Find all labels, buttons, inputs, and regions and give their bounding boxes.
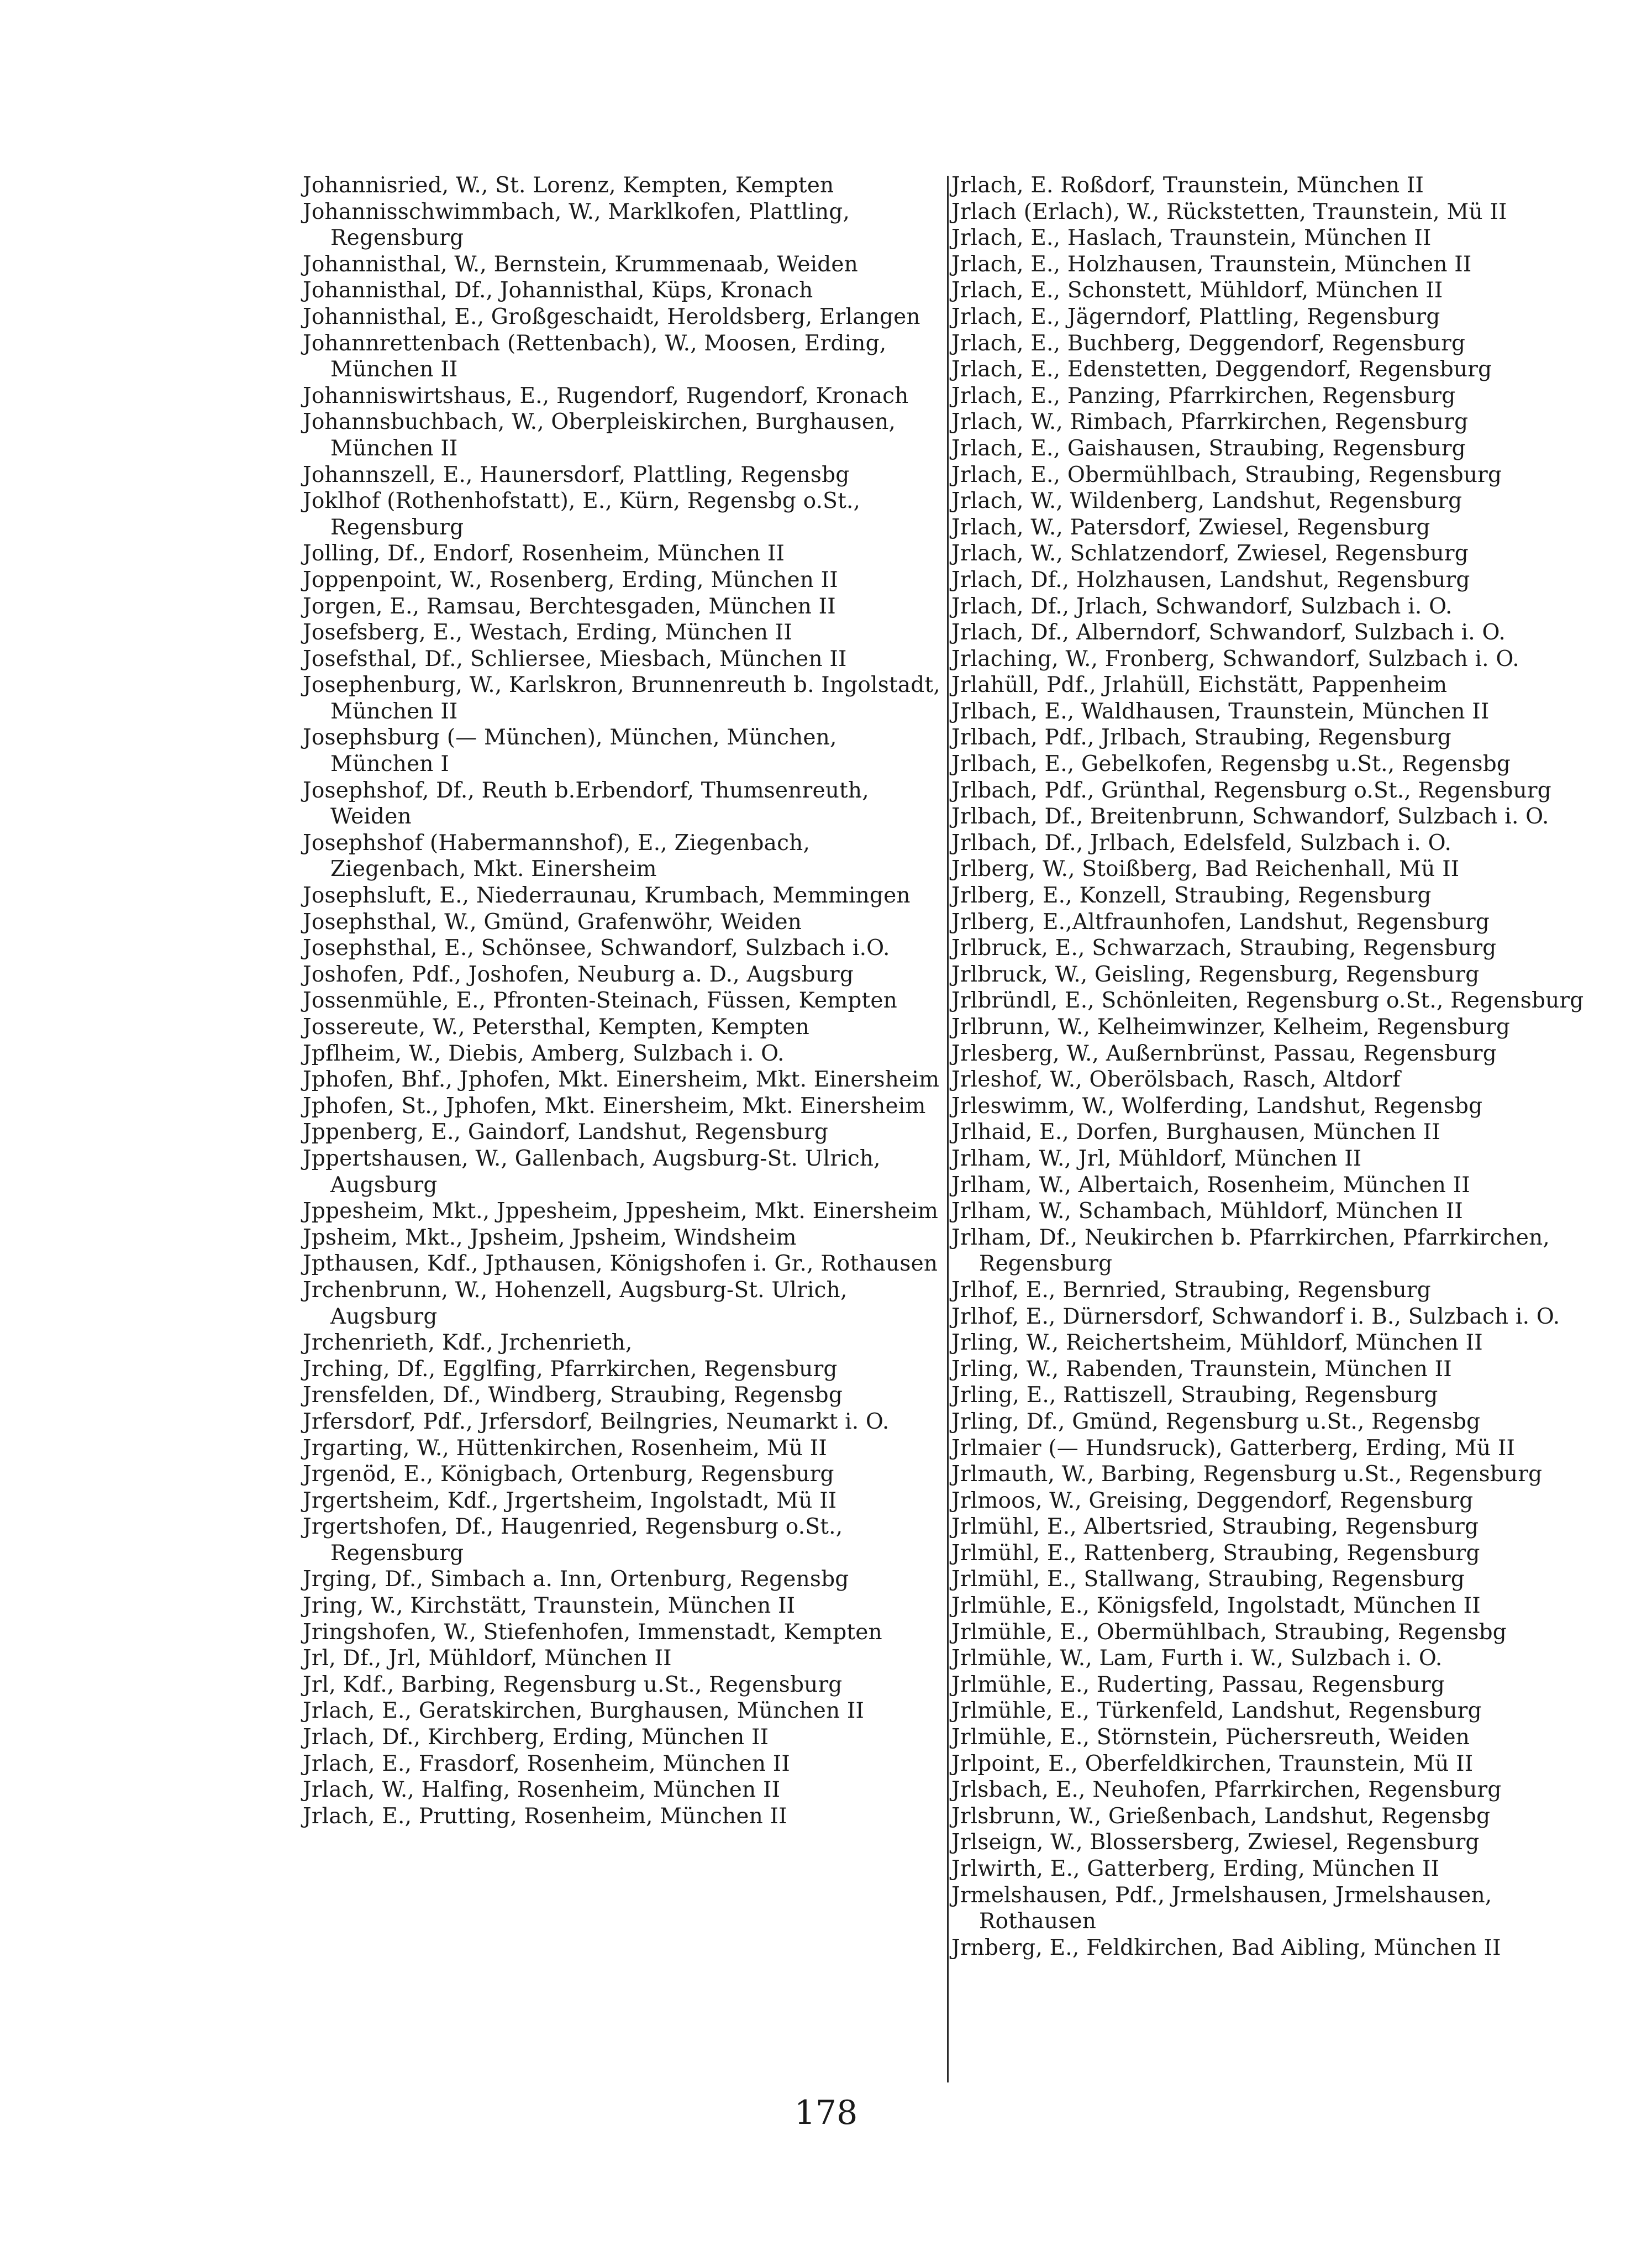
index-entry: Jrlach (Erlach), W., Rückstetten, Traunstein, Mü II	[951, 199, 1507, 224]
index-entry: Jrlahüll, Pdf., Jrlahüll, Eichstätt, Pappenheim	[951, 673, 1448, 698]
index-entry: Johannisried, W., St. Lorenz, Kempten, Kempten	[303, 173, 834, 198]
index-entry: Jrlach, E., Buchberg, Deggendorf, Regensburg	[951, 330, 1466, 356]
index-entry: Jrlaching, W., Fronberg, Schwandorf, Sulzbach i. O.	[951, 646, 1519, 671]
index-entry: Jrleswimm, W., Wolferding, Landshut, Regensbg	[951, 1093, 1483, 1119]
index-entry: Johannszell, E., Haunersdorf, Plattling, Regensbg	[303, 462, 850, 487]
index-entry: Jpthausen, Kdf., Jpthausen, Königshofen i. Gr., Rothausen	[303, 1251, 938, 1277]
index-entry: Jringshofen, W., Stiefenhofen, Immenstadt, Kempten	[303, 1619, 882, 1645]
index-entry: Jrlsbach, E., Neuhofen, Pfarrkirchen, Regensburg	[951, 1777, 1502, 1803]
index-entry: Jrlbrunn, W., Kelheimwinzer, Kelheim, Regensburg	[951, 1015, 1511, 1040]
index-entry: Jrlesberg, W., Außernbrünst, Passau, Regensburg	[951, 1041, 1497, 1066]
index-entry: Jrlach, W., Rimbach, Pfarrkirchen, Regensburg	[951, 410, 1469, 435]
index-entry: Jrlach, E., Haslach, Traunstein, München II	[951, 225, 1432, 251]
index-entry: Jrlhof, E., Dürnersdorf, Schwandorf i. B., Sulzbach i. O.	[951, 1304, 1560, 1329]
index-entry: Jrlach, E., Edenstetten, Deggendorf, Regensburg	[951, 357, 1492, 382]
index-entry: Jrlach, E., Obermühlbach, Straubing, Regensburg	[951, 462, 1502, 487]
index-entry: Jrlmühle, W., Lam, Furth i. W., Sulzbach i. O.	[951, 1646, 1443, 1671]
index-entry: Jrlmühle, E., Ruderting, Passau, Regensburg	[951, 1672, 1445, 1697]
index-entry: Jrlbach, Df., Jrlbach, Edelsfeld, Sulzbach i. O.	[951, 830, 1452, 856]
index-entry: Jrgenöd, E., Königbach, Ortenburg, Regensburg	[303, 1462, 834, 1487]
index-entry: Jrlach, W., Patersdorf, Zwiesel, Regensburg	[951, 515, 1430, 540]
index-entry: Jrnberg, E., Feldkirchen, Bad Aibling, München II	[951, 1935, 1501, 1960]
index-entry: Jrmelshausen, Pdf., Jrmelshausen, Jrmelshausen, Rothausen	[951, 1882, 1492, 1934]
index-entry: Jorgen, E., Ramsau, Berchtesgaden, München II	[303, 594, 836, 619]
index-entry: Josephshof (Habermannshof), E., Ziegenbach, Ziegenbach, Mkt. Einersheim	[303, 830, 811, 882]
index-entry: Jossereute, W., Petersthal, Kempten, Kempten	[303, 1015, 809, 1040]
index-entry: Jrlham, Df., Neukirchen b. Pfarrkirchen, Pfarrkirchen, Regensburg	[951, 1225, 1550, 1277]
index-entry: Jossenmühle, E., Pfronten-Steinach, Füssen, Kempten	[303, 988, 897, 1014]
index-entry: Jrlach, E. Roßdorf, Traunstein, München II	[951, 173, 1424, 198]
index-entry: Josefsberg, E., Westach, Erding, München II	[303, 620, 793, 646]
index-entry: Jrlsbrunn, W., Grießenbach, Landshut, Regensbg	[951, 1803, 1491, 1829]
index-entry: Johannsbuchbach, W., Oberpleiskirchen, Burghausen, München II	[303, 410, 896, 461]
right-column	[951, 172, 1603, 1961]
index-entry: Josephenburg, W., Karlskron, Brunnenreuth b. Ingolstadt, München II	[303, 673, 940, 724]
index-entry: Jrlach, E., Jägerndorf, Plattling, Regensburg	[951, 304, 1440, 329]
index-entry: Jrling, E., Rattiszell, Straubing, Regensburg	[951, 1383, 1438, 1408]
index-entry: Jrlmühle, E., Obermühlbach, Straubing, Regensbg	[951, 1619, 1507, 1645]
index-entry: Jrlmühl, E., Rattenberg, Straubing, Regensburg	[951, 1540, 1480, 1566]
index-entry: Jppertshausen, W., Gallenbach, Augsburg-St. Ulrich, Augsburg	[303, 1146, 881, 1198]
index-entry: Jrlseign, W., Blossersberg, Zwiesel, Regensburg	[951, 1830, 1480, 1855]
index-entry: Johanniswirtshaus, E., Rugendorf, Rugendorf, Kronach	[303, 383, 909, 408]
index-entry: Johannisthal, Df., Johannisthal, Küps, Kronach	[303, 278, 813, 303]
index-entry: Jrlach, E., Prutting, Rosenheim, München II	[303, 1803, 787, 1829]
index-entry: Jpsheim, Mkt., Jpsheim, Jpsheim, Windsheim	[303, 1225, 797, 1250]
index-entry: Jrlach, Df., Holzhausen, Landshut, Regensburg	[951, 567, 1470, 592]
index-entry: Jrlmühle, E., Störnstein, Püchersreuth, Weiden	[951, 1725, 1470, 1750]
index-entry: Jrfersdorf, Pdf., Jrfersdorf, Beilngries, Neumarkt i. O.	[303, 1409, 890, 1434]
index-entry: Joppenpoint, W., Rosenberg, Erding, München II	[303, 567, 838, 592]
index-entry: Jpflheim, W., Diebis, Amberg, Sulzbach i. O.	[303, 1041, 785, 1066]
index-entry: Jrlach, W., Halfing, Rosenheim, München II	[303, 1777, 781, 1803]
index-entry: Johannisthal, W., Bernstein, Krummenaab, Weiden	[303, 251, 858, 277]
left-column	[303, 172, 944, 1829]
index-entry: Jrlberg, E.,Altfraunhofen, Landshut, Regensburg	[951, 909, 1490, 935]
index-entry: Jrlach, E., Panzing, Pfarrkirchen, Regensburg	[951, 383, 1456, 408]
index-entry: Jrlbruck, E., Schwarzach, Straubing, Regensburg	[951, 936, 1497, 961]
index-entry: Jrgertsheim, Kdf., Jrgertsheim, Ingolstadt, Mü II	[303, 1488, 837, 1513]
index-entry: Jrling, Df., Gmünd, Regensburg u.St., Regensbg	[951, 1409, 1481, 1434]
index-entry: Jrlach, E., Frasdorf, Rosenheim, München II	[303, 1751, 790, 1776]
index-entry: Jolling, Df., Endorf, Rosenheim, München II	[303, 541, 785, 566]
index-entry: Jrlmühle, E., Königsfeld, Ingolstadt, München II	[951, 1593, 1481, 1619]
index-entry: Jrlbründl, E., Schönleiten, Regensburg o.St., Regensburg	[951, 988, 1584, 1014]
page-number: 178	[794, 2094, 858, 2132]
index-entry: Johannisschwimmbach, W., Marklkofen, Plattling, Regensburg	[303, 199, 850, 251]
index-entry: Jrlham, W., Schambach, Mühldorf, München II	[951, 1199, 1463, 1224]
index-entry: Jrlach, W., Wildenberg, Landshut, Regensburg	[951, 489, 1462, 514]
index-entry: Jrlbach, Df., Breitenbrunn, Schwandorf, Sulzbach i. O.	[951, 804, 1549, 830]
index-entry: Jrgarting, W., Hüttenkirchen, Rosenheim, Mü II	[303, 1435, 827, 1461]
index-entry: Jrlberg, E., Konzell, Straubing, Regensburg	[951, 883, 1432, 909]
index-entry: Jphofen, St., Jphofen, Mkt. Einersheim, Mkt. Einersheim	[303, 1093, 926, 1119]
index-entry: Joklhof (Rothenhofstatt), E., Kürn, Regensbg o.St., Regensburg	[303, 489, 861, 540]
index-entry: Jrlmaier (— Hundsruck), Gatterberg, Erding, Mü II	[951, 1435, 1516, 1461]
index-entry: Johannrettenbach (Rettenbach), W., Moosen, Erding, München II	[303, 330, 887, 382]
index-entry: Jrging, Df., Simbach a. Inn, Ortenburg, Regensbg	[303, 1567, 849, 1592]
index-entry: Jrlach, Df., Kirchberg, Erding, München II	[303, 1725, 769, 1750]
column-divider	[947, 176, 949, 2082]
index-entry: Jrlach, E., Geratskirchen, Burghausen, München II	[303, 1698, 865, 1724]
index-entry: Johannisthal, E., Großgeschaidt, Heroldsberg, Erlangen	[303, 304, 920, 329]
index-entry: Jrlwirth, E., Gatterberg, Erding, München II	[951, 1856, 1440, 1881]
index-entry: Jrlbach, E., Gebelkofen, Regensbg u.St., Regensbg	[951, 752, 1511, 777]
index-entry: Jrlach, E., Gaishausen, Straubing, Regensburg	[951, 436, 1466, 461]
index-entry: Jrlmühle, E., Türkenfeld, Landshut, Regensburg	[951, 1698, 1482, 1724]
index-entry: Jrlmauth, W., Barbing, Regensburg u.St., Regensburg	[951, 1462, 1543, 1487]
index-entry: Jrl, Kdf., Barbing, Regensburg u.St., Regensburg	[303, 1672, 843, 1697]
index-entry: Jrlbach, E., Waldhausen, Traunstein, München II	[951, 699, 1490, 724]
index-entry: Jrching, Df., Egglfing, Pfarrkirchen, Regensburg	[303, 1356, 838, 1382]
index-entry: Jrling, W., Rabenden, Traunstein, München II	[951, 1356, 1452, 1382]
index-entry: Jrlmühl, E., Albertsried, Straubing, Regensburg	[951, 1514, 1479, 1540]
index-entry: Jrlpoint, E., Oberfeldkirchen, Traunstein, Mü II	[951, 1751, 1474, 1776]
index-entry: Jrchenrieth, Kdf., Jrchenrieth,	[303, 1330, 633, 1356]
index-entry: Josephsthal, W., Gmünd, Grafenwöhr, Weiden	[303, 909, 802, 935]
index-entry: Jring, W., Kirchstätt, Traunstein, München II	[303, 1593, 796, 1619]
index-entry: Jrlhaid, E., Dorfen, Burghausen, München II	[951, 1120, 1440, 1145]
index-entry: Jppesheim, Mkt., Jppesheim, Jppesheim, Mkt. Einersheim	[303, 1199, 939, 1224]
index-entry: Jrlach, Df., Jrlach, Schwandorf, Sulzbach i. O.	[951, 594, 1453, 619]
index-entry: Jrlach, W., Schlatzendorf, Zwiesel, Regensburg	[951, 541, 1469, 566]
index-entry: Jrlbruck, W., Geisling, Regensburg, Regensburg	[951, 962, 1480, 987]
index-entry: Jrl, Df., Jrl, Mühldorf, München II	[303, 1646, 672, 1671]
index-entry: Jrleshof, W., Oberölsbach, Rasch, Altdorf	[951, 1067, 1401, 1093]
index-entry: Jppenberg, E., Gaindorf, Landshut, Regensburg	[303, 1120, 829, 1145]
index-entry: Jrlbach, Pdf., Grünthal, Regensburg o.St., Regensburg	[951, 778, 1551, 803]
index-entry: Jrlmühl, E., Stallwang, Straubing, Regensburg	[951, 1567, 1465, 1592]
index-entry: Jrlbach, Pdf., Jrlbach, Straubing, Regensburg	[951, 725, 1451, 751]
index-entry: Josephsburg (— München), München, München, München I	[303, 725, 837, 777]
index-entry: Josefsthal, Df., Schliersee, Miesbach, München II	[303, 646, 847, 671]
index-entry: Jrgertshofen, Df., Haugenried, Regensburg o.St., Regensburg	[303, 1514, 843, 1566]
index-entry: Jrlham, W., Albertaich, Rosenheim, München II	[951, 1172, 1470, 1198]
index-entry: Jrlhof, E., Bernried, Straubing, Regensburg	[951, 1277, 1431, 1303]
index-entry: Josephsthal, E., Schönsee, Schwandorf, Sulzbach i.O.	[303, 936, 890, 961]
index-entry: Josephsluft, E., Niederraunau, Krumbach, Memmingen	[303, 883, 911, 909]
index-entry: Joshofen, Pdf., Joshofen, Neuburg a. D., Augsburg	[303, 962, 854, 987]
index-entry: Jrlberg, W., Stoißberg, Bad Reichenhall, Mü II	[951, 857, 1460, 882]
index-entry: Jrlmoos, W., Greising, Deggendorf, Regensburg	[951, 1488, 1474, 1513]
index-entry: Jrlach, Df., Alberndorf, Schwandorf, Sulzbach i. O.	[951, 620, 1506, 646]
index-entry: Jrlach, E., Holzhausen, Traunstein, München II	[951, 251, 1472, 277]
index-entry: Jrensfelden, Df., Windberg, Straubing, Regensbg	[303, 1383, 843, 1408]
index-entry: Josephshof, Df., Reuth b.Erbendorf, Thumsenreuth, Weiden	[303, 778, 869, 830]
index-entry: Jrling, W., Reichertsheim, Mühldorf, München II	[951, 1330, 1483, 1356]
index-entry: Jrchenbrunn, W., Hohenzell, Augsburg-St. Ulrich, Augsburg	[303, 1277, 848, 1329]
index-entry: Jrlach, E., Schonstett, Mühldorf, München II	[951, 278, 1443, 303]
index-entry: Jrlham, W., Jrl, Mühldorf, München II	[951, 1146, 1362, 1171]
index-entry: Jphofen, Bhf., Jphofen, Mkt. Einersheim, Mkt. Einersheim	[303, 1067, 940, 1093]
